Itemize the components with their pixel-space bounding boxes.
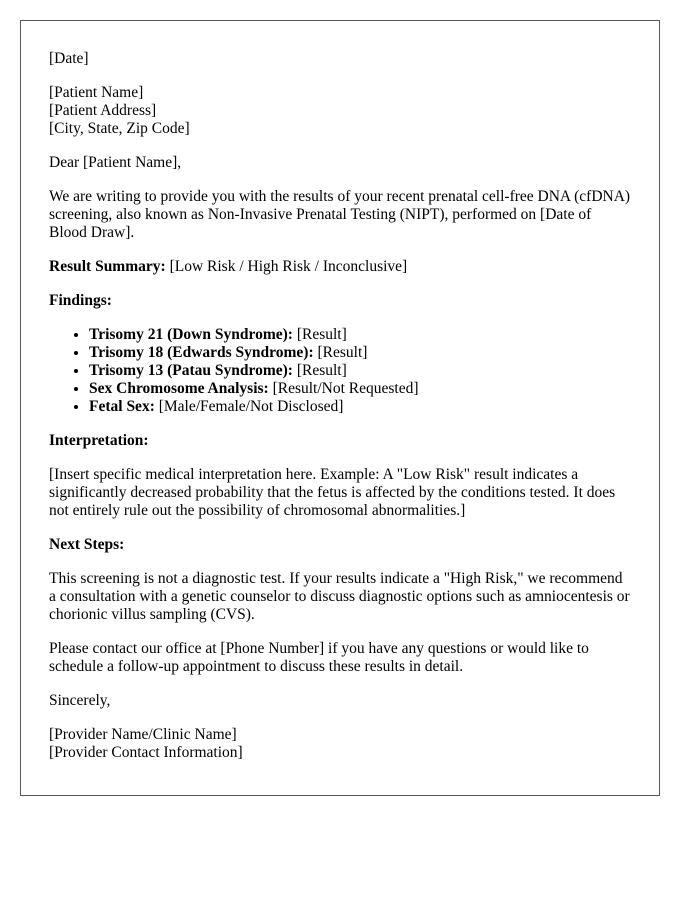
salutation: Dear [Patient Name],	[49, 154, 182, 171]
finding-label: Trisomy 13 (Patau Syndrome):	[89, 362, 293, 379]
finding-value: [Result]	[296, 362, 347, 379]
signature-block	[49, 726, 631, 762]
provider-contact-info: [Provider Contact Information]	[49, 744, 243, 761]
result-summary	[49, 258, 631, 276]
letter-date: [Date]	[49, 50, 89, 67]
closing: Sincerely,	[49, 692, 111, 709]
provider-name: [Provider Name/Clinic Name]	[49, 726, 237, 743]
finding-value: [Result]	[296, 326, 347, 343]
finding-item	[89, 344, 631, 362]
patient-city-state-zip: [City, State, Zip Code]	[49, 120, 190, 137]
interpretation-text: [Insert specific medical interpretation here. Example: A "Low Risk" result indicates a significantly decreased probability that the fetus is affected by the conditions tested. It does not entirely rule out the possibility of chromosomal abnormalities.]	[49, 466, 616, 519]
finding-value: [Result]	[317, 344, 368, 361]
finding-value: [Male/Female/Not Disclosed]	[158, 398, 344, 415]
recipient-address	[49, 84, 631, 138]
finding-label: Trisomy 18 (Edwards Syndrome):	[89, 344, 314, 361]
finding-label: Trisomy 21 (Down Syndrome):	[89, 326, 293, 343]
finding-label: Sex Chromosome Analysis:	[89, 380, 269, 397]
patient-name: [Patient Name]	[49, 84, 144, 101]
finding-item	[89, 326, 631, 344]
patient-address: [Patient Address]	[49, 102, 157, 119]
finding-item	[89, 398, 631, 416]
interpretation-heading: Interpretation:	[49, 432, 149, 449]
letter	[20, 20, 660, 796]
findings-list	[49, 326, 631, 416]
finding-item	[89, 362, 631, 380]
finding-item	[89, 380, 631, 398]
finding-label: Fetal Sex:	[89, 398, 155, 415]
next-steps-heading: Next Steps:	[49, 536, 125, 553]
intro-paragraph: We are writing to provide you with the results of your recent prenatal cell-free DNA (cfDNA) screening, also known as Non-Invasive Prenatal Testing (NIPT), performed on [Date of Blood Draw].	[49, 188, 631, 241]
contact-paragraph: Please contact our office at [Phone Number] if you have any questions or would like to schedule a follow-up appointment to discuss these results in detail.	[49, 640, 589, 675]
result-summary-label: Result Summary:	[49, 258, 166, 275]
next-steps-text: This screening is not a diagnostic test. If your results indicate a "High Risk," we recommend a consultation with a genetic counselor to discuss diagnostic options such as amniocentesis or chorionic villus sampling (CVS).	[49, 570, 630, 623]
result-summary-value: [Low Risk / High Risk / Inconclusive]	[169, 258, 408, 275]
findings-heading: Findings:	[49, 292, 112, 309]
finding-value: [Result/Not Requested]	[272, 380, 419, 397]
